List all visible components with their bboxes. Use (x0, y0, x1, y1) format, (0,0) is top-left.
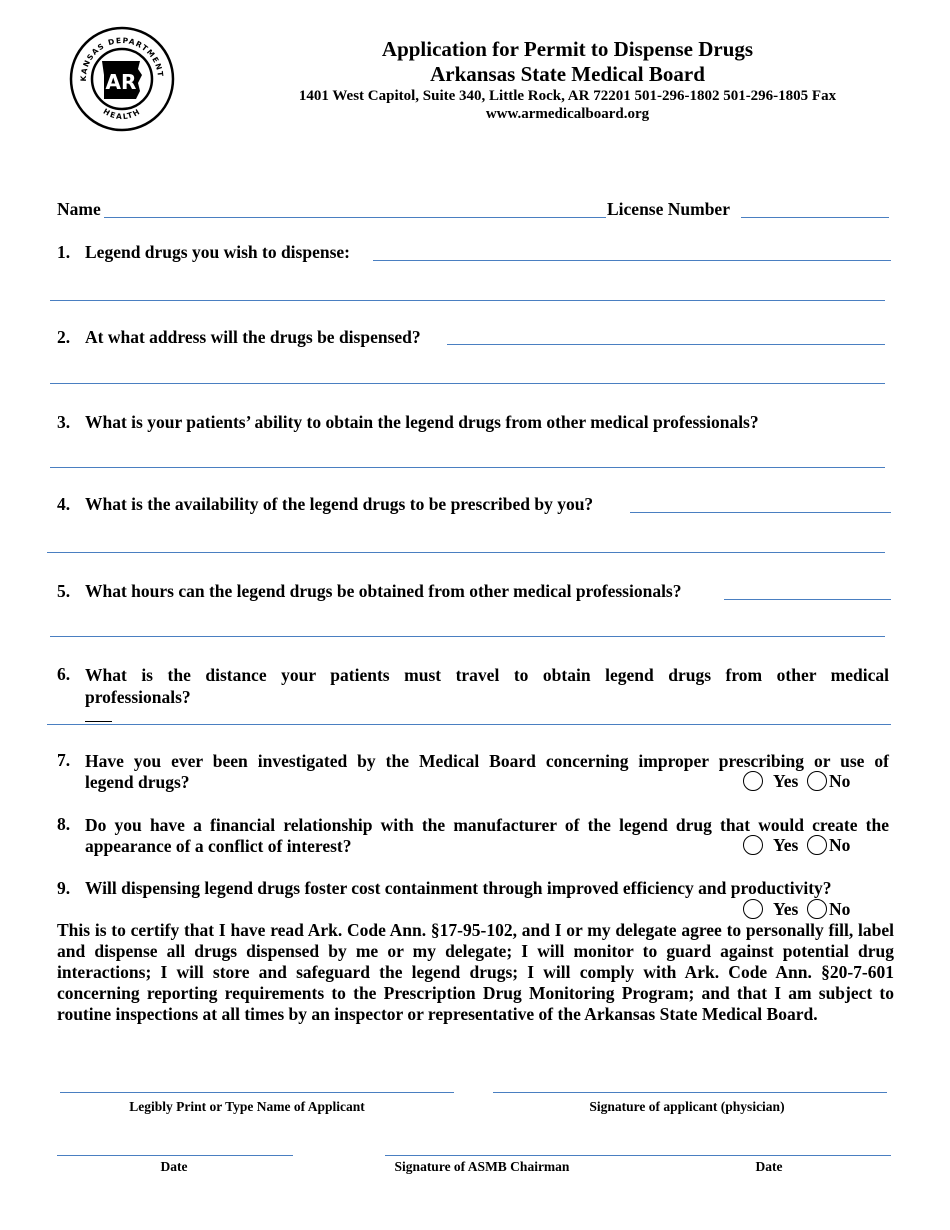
question-7-yes-radio[interactable] (743, 771, 763, 791)
question-7-no-label: No (829, 771, 851, 791)
question-5-text: What hours can the legend drugs be obtained from other medical professionals? (85, 581, 682, 601)
question-3-answer-line[interactable] (50, 467, 885, 468)
question-4-text: What is the availability of the legend drugs to be prescribed by you? (85, 494, 594, 514)
question-1-answer-line[interactable] (373, 260, 891, 261)
question-6-short-blank (85, 721, 112, 722)
seal-ring-text-top: KANSAS DEPARTMENT (78, 35, 166, 82)
board-name: Arkansas State Medical Board (430, 62, 705, 86)
question-2-text: At what address will the drugs be dispensed? (85, 327, 421, 347)
chairman-signature-label: Signature of ASMB Chairman (394, 1159, 570, 1174)
question-7-number: 7. (57, 750, 71, 770)
seal-ring-text-bottom: HEALTH (101, 106, 143, 122)
chairman-signature-line[interactable] (385, 1155, 891, 1156)
question-3-text: What is your patients’ ability to obtain the legend drugs from other medical professionals? (85, 412, 759, 432)
question-6-text-line-1: What is the distance your patients must travel to obtain legend drugs from other medical (85, 665, 889, 685)
question-7-no-radio[interactable] (807, 771, 827, 791)
print-name-line[interactable] (60, 1092, 454, 1093)
question-7-text-line-2: legend drugs? (85, 772, 190, 792)
date-label-1: Date (160, 1159, 188, 1174)
question-1-text: Legend drugs you wish to dispense: (85, 242, 350, 262)
certification-statement: This is to certify that I have read Ark. Code Ann. §17-95-102, and I or my delegate agree to personally fill, label and dispense all drugs dispensed by me or my delegate; I will monitor to guard against potential drug interactions; I will store and safeguard the legend drugs; I will comply with Ark. Code Ann. §20-7-601 concerning reporting requirements to the Prescription Drug Monitoring Program; and that I am subject to routine inspections at all times by an inspector or representative of the Arkansas State Medical Board. (57, 920, 894, 1024)
question-9-no-radio[interactable] (807, 899, 827, 919)
question-3-number: 3. (57, 412, 71, 432)
question-4-number: 4. (57, 494, 71, 514)
question-8-yes-radio[interactable] (743, 835, 763, 855)
name-input-line[interactable] (104, 217, 606, 218)
question-8-text-line-1: Do you have a financial relationship with the manufacturer of the legend drug that would create the (85, 815, 889, 835)
form-title: Application for Permit to Dispense Drugs (381, 37, 754, 61)
name-label: Name (57, 199, 101, 219)
license-number-input-line[interactable] (741, 217, 889, 218)
license-number-label: License Number (607, 199, 730, 219)
date-label-2: Date (755, 1159, 783, 1174)
question-9-yes-radio[interactable] (743, 899, 763, 919)
print-name-label: Legibly Print or Type Name of Applicant (129, 1099, 365, 1114)
date-line-1[interactable] (57, 1155, 293, 1156)
question-1-number: 1. (57, 242, 71, 262)
question-2-number: 2. (57, 327, 71, 347)
question-9-number: 9. (57, 878, 71, 898)
question-2-answer-line[interactable] (447, 344, 885, 345)
question-9-yes-label: Yes (773, 899, 799, 919)
question-5-answer-line-2[interactable] (50, 636, 885, 637)
question-8-no-label: No (829, 835, 851, 855)
question-8-yes-label: Yes (773, 835, 799, 855)
question-5-number: 5. (57, 581, 71, 601)
question-9-no-label: No (829, 899, 851, 919)
question-8-number: 8. (57, 814, 71, 834)
board-address: 1401 West Capitol, Suite 340, Little Rock, AR 72201 501-296-1802 501-296-1805 Fax (298, 88, 837, 104)
question-7-yes-label: Yes (773, 771, 799, 791)
question-7-text-line-1: Have you ever been investigated by the Medical Board concerning improper prescribing or use of (85, 751, 889, 771)
question-4-answer-line[interactable] (630, 512, 891, 513)
question-6-number: 6. (57, 664, 71, 684)
applicant-signature-line[interactable] (493, 1092, 887, 1093)
question-8-no-radio[interactable] (807, 835, 827, 855)
applicant-signature-label: Signature of applicant (physician) (589, 1099, 785, 1114)
question-1-answer-line-2[interactable] (50, 300, 885, 301)
board-website: www.armedicalboard.org (485, 106, 650, 122)
question-4-answer-line-2[interactable] (47, 552, 885, 553)
question-2-answer-line-2[interactable] (50, 383, 885, 384)
question-8-text-line-2: appearance of a conflict of interest? (85, 836, 352, 856)
question-5-answer-line[interactable] (724, 599, 891, 600)
question-6-text-line-2: professionals? (85, 687, 191, 707)
question-6-answer-line[interactable] (47, 724, 891, 725)
seal-monogram: AR (105, 70, 137, 94)
arkansas-health-seal (68, 25, 176, 133)
question-9-text: Will dispensing legend drugs foster cost containment through improved efficiency and productivity? (85, 878, 832, 898)
